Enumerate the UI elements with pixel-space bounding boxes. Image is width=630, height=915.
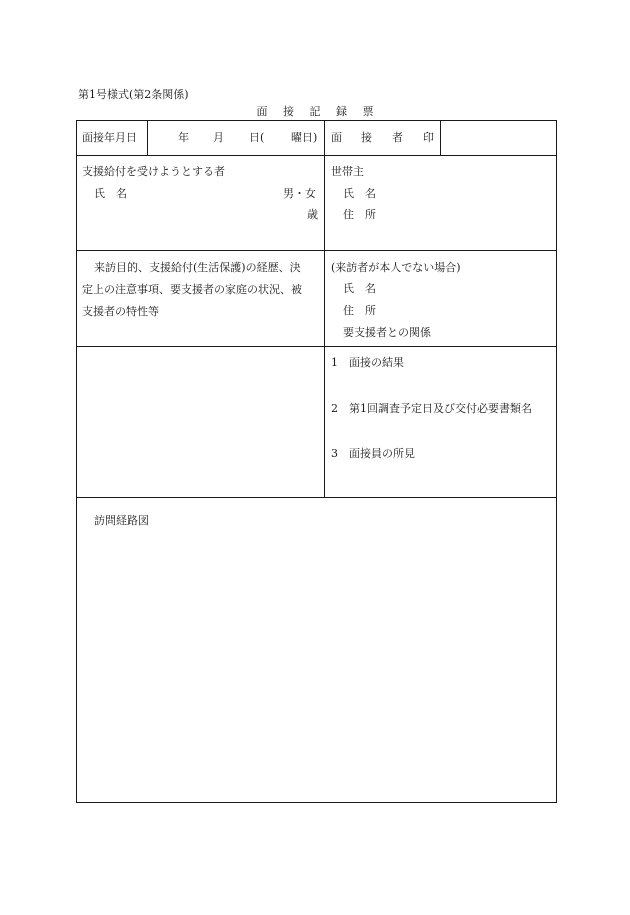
seal-label: 印	[423, 131, 434, 144]
title-char: 接	[283, 105, 294, 118]
day-label: 日(	[249, 131, 265, 144]
purpose-text-line: 来訪目的、支援給付(生活保護)の経歴、決	[94, 261, 301, 274]
interview-date-label: 面接年月日	[82, 131, 137, 144]
household-name-label: 氏 名	[343, 187, 376, 200]
cell-divider	[440, 120, 441, 156]
year-label: 年	[178, 131, 189, 144]
title-char: 録	[336, 105, 347, 118]
age-label: 歳	[307, 208, 318, 221]
weekday-label: 曜日)	[291, 131, 318, 144]
applicant-heading: 支援給付を受けようとする者	[82, 165, 225, 178]
form-title	[0, 103, 630, 119]
result-item-interviewer-findings: 3 面接員の所見	[331, 447, 415, 460]
form-reference: 第1号様式(第2条関係)	[78, 88, 189, 101]
table-border-right	[556, 120, 557, 803]
purpose-text-line: 支援者の特性等	[82, 305, 159, 318]
visitor-heading: (来訪者が本人でない場合)	[331, 261, 461, 274]
household-address-label: 住 所	[343, 208, 376, 221]
interviewer-char: 面	[331, 131, 342, 144]
title-char: 票	[362, 105, 374, 118]
title-char: 記	[309, 105, 321, 118]
visitor-name-label: 氏 名	[343, 282, 376, 295]
visitor-address-label: 住 所	[343, 304, 376, 317]
purpose-text-line: 定上の注意事項、要支援者の家庭の状況、被	[82, 283, 302, 296]
row-divider	[76, 346, 557, 347]
interviewer-char: 接	[361, 131, 372, 144]
household-heading: 世帯主	[331, 165, 364, 178]
month-label: 月	[213, 131, 224, 144]
table-border-top	[76, 120, 557, 121]
row-divider	[76, 250, 557, 251]
table-border-bottom	[76, 802, 557, 803]
title-char: 面	[256, 105, 268, 118]
table-border-left	[76, 120, 77, 803]
applicant-name-label: 氏 名	[94, 187, 127, 200]
cell-divider	[147, 120, 148, 156]
visit-route-map-label: 訪問経路図	[94, 514, 149, 527]
visitor-relation-label: 要支援者との関係	[343, 326, 431, 339]
row-divider	[76, 155, 557, 156]
gender-label: 男・女	[283, 187, 316, 200]
row-divider	[76, 497, 557, 498]
result-item-survey-schedule: 2 第1回調査予定日及び交付必要書類名	[331, 402, 532, 415]
interviewer-label	[331, 131, 342, 145]
result-item-interview-result: 1 面接の結果	[331, 356, 404, 369]
column-divider	[324, 120, 325, 498]
interviewer-char: 者	[392, 131, 403, 144]
